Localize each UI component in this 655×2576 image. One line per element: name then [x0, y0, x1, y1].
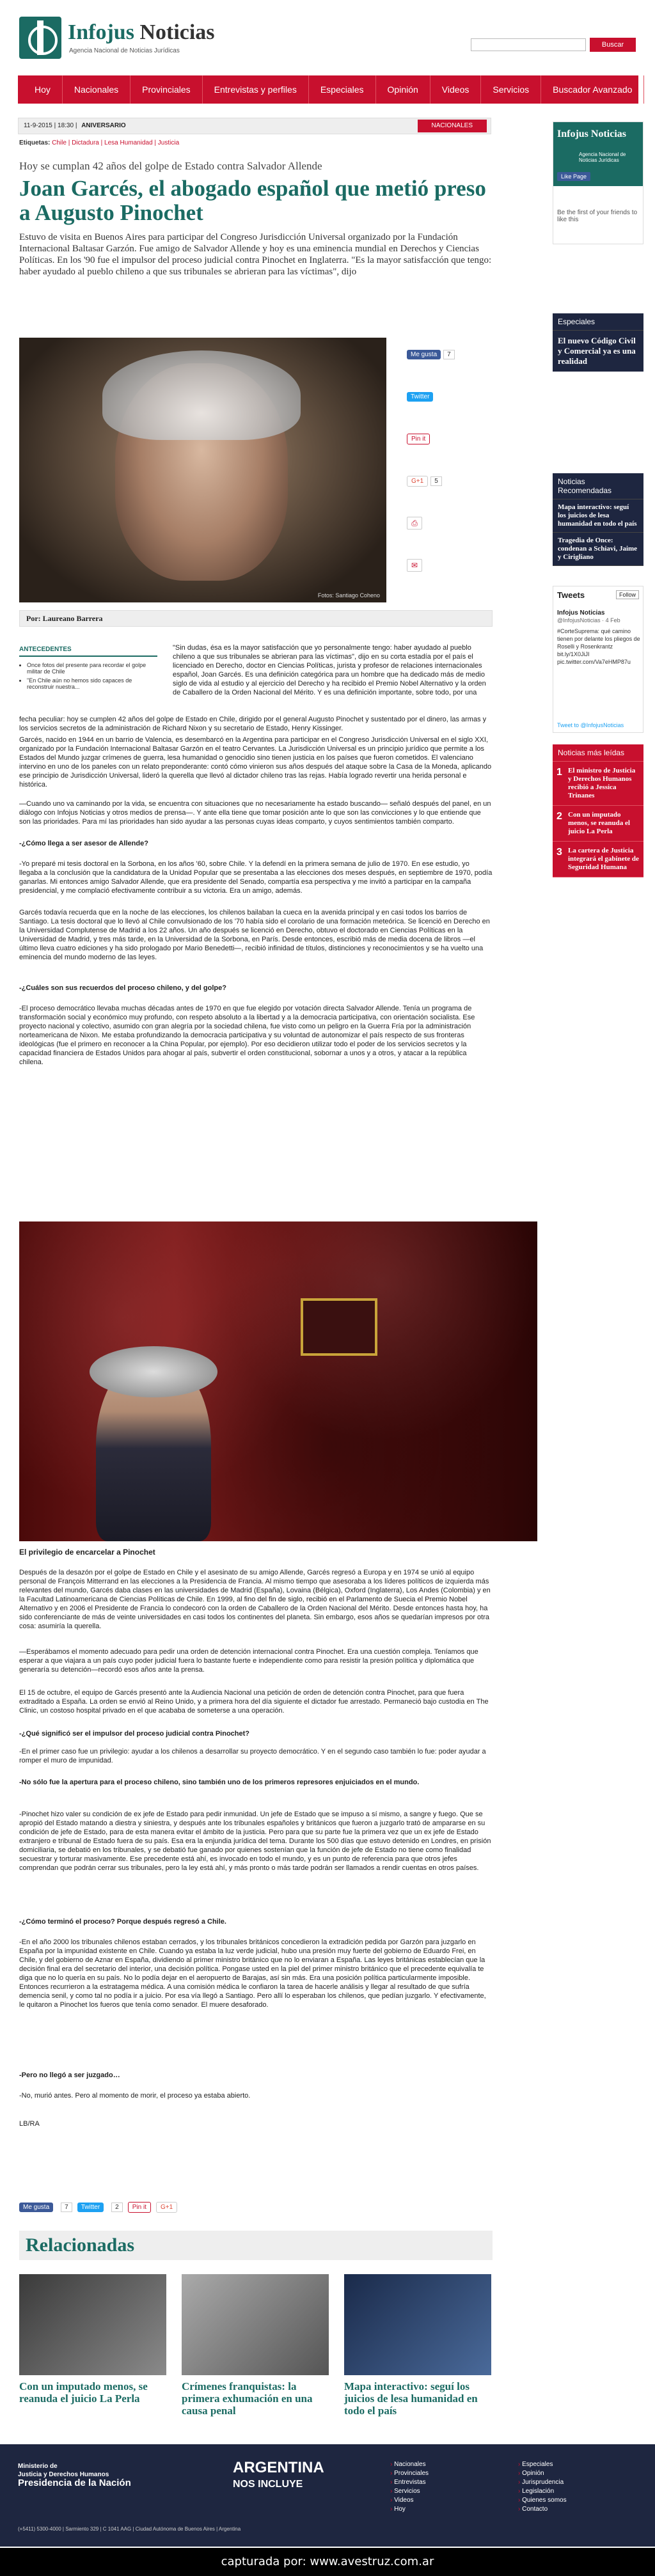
article-time: 18:30: [58, 122, 74, 129]
search-input[interactable]: [471, 38, 586, 51]
facebook-page-title[interactable]: Infojus Noticias: [557, 129, 627, 139]
article-lede: Estuvo de visita en Buenos Aires para participar del Congreso Jurisdicción Universal organizado por la Fundación Internacional Baltasar Garzón. Fue amigo de Salvador Allende y hoy es una eminencia mundial en Derechos y Ciencias Políticas. En los '90 fue el impulsor del proceso judicial contra Pinochet en Inglaterra. "Es la mayor satisfacción que tengo: haber ayudado al pueblo chileno a que sus tribunales se abrieran para las víctimas", dijo: [19, 232, 492, 277]
pinterest-button[interactable]: Pin it: [128, 2202, 151, 2213]
footer-link[interactable]: › Hoy: [390, 2506, 505, 2513]
especiales-title: Especiales: [553, 313, 643, 331]
antecedentes-item[interactable]: • "En Chile aún no hemos sido capaces de reconstruir nuestra...: [27, 677, 157, 690]
header: [0, 0, 655, 70]
google-plus-count: 5: [430, 476, 442, 486]
nav-buscador[interactable]: Buscador Avanzado: [541, 75, 644, 104]
nav-hoy[interactable]: Hoy: [23, 75, 63, 104]
article-paragraph: —Esperábamos el momento adecuado para pedir una orden de detención internacional contra Pinochet. Era una cuestión compleja. Teníamos que esperar a que viajara a un país cuyo poder judicial fuera lo bastante fuerte e independiente como para resistir la presión política y diplomática que generaría su detención—recordó esos años ante la prensa.: [19, 1648, 478, 1674]
date-bar: 11-9-2015 | 18:30 | ANIVERSARIO NACIONALES: [18, 118, 491, 134]
mas-leidas-item[interactable]: [553, 806, 643, 842]
facebook-like-button[interactable]: Me gusta: [19, 2203, 53, 2212]
especiales-box: [553, 313, 643, 372]
ministry-line2: Justicia y Derechos Humanos: [18, 2471, 109, 2478]
recomendada-item[interactable]: Tragedia de Once: condenan a Schiavi, Jaime y Cirigliano: [553, 533, 643, 566]
article-signature: LB/RA: [19, 2120, 40, 2128]
article-paragraph: Garcés todavía recuerda que en la noche de las elecciones, los chilenos bailaban la cueca en la avenida principal y en casi todos los barrios de Santiago. La tesis doctoral que lo llevó al Chile convulsionado de los '70 había sido el corolario de una formación meteórica. Se licenció en Derecho en la Universidad Complutense de Madrid a los 22 años. Un año después se licenció en Derecho, obtuvo el doctorado en Ciencias Políticas en la Universidad de Madrid, y tres más tarde, en la Universidad de la Sorbona, en París. Desde entonces, escribió más de media docena de libros —el último lleva cuatro ediciones y ha sido prologado por Mario Benedetti—, recibió infinidad de títulos, distinciones y reconocimientos y se ha vuelto una eminencia del mundo moderno de las leyes.: [19, 909, 490, 961]
tweet-to-link[interactable]: Tweet to @InfojusNoticias: [557, 722, 624, 728]
tags-list[interactable]: Chile | Dictadura | Lesa Humanidad | Justicia: [52, 139, 180, 146]
mas-leidas-number: 2: [556, 811, 562, 822]
tweet-user[interactable]: Infojus Noticias: [557, 609, 605, 617]
recomendada-item[interactable]: Mapa interactivo: seguí los juicios de lesa humanidad en todo el país: [553, 499, 643, 533]
article-kicker: Hoy se cumplan 42 años del golpe de Estado contra Salvador Allende: [19, 160, 322, 172]
article-paragraph: Después de la desazón por el golpe de Estado en Chile y el asesinato de su amigo Allende, Garcés regresó a Europa y en 1974 se unió al equipo personal de François Mitterrand en las elecciones a la Presidencia de Francia. Al mismo tiempo que asesoraba a los líderes políticos de izquierda más relevantes del mundo, Garcés daba clases en las universidades de Madrid (España), Lovaina (Bélgica), Oxford (Inglaterra), Los Andes (Colombia) y en la Facultad Latinoamericana de Ciencias Políticas de Chile. En 1999, al fino del fin de siglo, recibió en el Parlamento de Suecia el Premio Nobel Alternativo y en 2006 el Presidente de Francia lo condecoró con la orden de Caballero de la Orden Nacional del Mérito. Desde entonces hasta hoy, ha sido conferenciante de más de veinte universidades en casi todos los continentes del planeta. Sin embargo, esos años se quedarían impresos por otra cosa: asumiría la querella.: [19, 1569, 491, 1630]
related-image[interactable]: [344, 2274, 491, 2375]
mas-leidas-box: [553, 744, 643, 877]
interview-question: -¿Cómo terminó el proceso? Porque después regresó a Chile.: [19, 1918, 226, 1926]
pinterest-button[interactable]: Pin it: [407, 434, 430, 444]
mas-leidas-text[interactable]: La cartera de Justicia integrará el gabinete de Seguridad Humana: [568, 847, 639, 871]
interview-question: -¿Cuáles son sus recuerdos del proceso chileno, y del golpe?: [19, 984, 226, 992]
tweet-handle[interactable]: @InfojusNoticias: [557, 617, 601, 624]
facebook-like-button[interactable]: Me gusta: [407, 350, 441, 359]
footer-link[interactable]: › Contacto: [518, 2506, 633, 2513]
mas-leidas-number: 3: [556, 847, 562, 858]
ministry-line3: Presidencia de la Nación: [18, 2478, 131, 2488]
mas-leidas-item[interactable]: [553, 842, 643, 877]
recomendadas-title: Noticias Recomendadas: [553, 473, 643, 499]
twitter-share-button[interactable]: Twitter: [77, 2203, 104, 2212]
article-paragraph: fecha peculiar: hoy se cumplen 42 años del golpe de Estado en Chile, dirigido por el general Augusto Pinochet y sustentado por el dinero, las armas y los servicios secretos de la administración de Richard Nixon y su secretario de Estado, Henry Kissinger.: [19, 716, 487, 732]
argentina-logo: [233, 2460, 324, 2493]
argentina-line1: ARGENTINA: [233, 2459, 324, 2476]
photo-person-hair: [90, 1346, 217, 1397]
related-item[interactable]: [182, 2274, 329, 2417]
main-nav: [18, 75, 638, 104]
footer-link[interactable]: › Opinión: [518, 2470, 633, 2477]
logo-subtitle: Agencia Nacional de Noticias Jurídicas: [69, 47, 180, 54]
tweet-time: 4 Feb: [605, 617, 620, 624]
footer-address: (+5411) 5300-4000 | Sarmiento 329 | C 1041 AAG | Ciudad Autónoma de Buenos Aires | Argentina: [18, 2526, 241, 2532]
related-item[interactable]: [19, 2274, 166, 2417]
search-button[interactable]: Buscar: [590, 38, 636, 52]
interview-question: -No sólo fue la apertura para el proceso chileno, sino también uno de los primeros represores enjuiciados en el mundo.: [19, 1779, 420, 1786]
mas-leidas-text[interactable]: Con un imputado menos, se reanuda el juicio La Perla: [568, 811, 630, 835]
footer-link[interactable]: › Entrevistas: [390, 2479, 505, 2486]
interview-answer: -No, murió antes. Pero al momento de morir, el proceso ya estaba abierto.: [19, 2092, 251, 2100]
footer-link[interactable]: › Jurisprudencia: [518, 2479, 633, 2486]
interview-question: -Pero no llegó a ser juzgado…: [19, 2071, 120, 2079]
facebook-like-text: Be the first of your friends to like this: [557, 209, 638, 223]
interview-answer: -El proceso democrático llevaba muchas décadas antes de 1970 en que fue elegido por votación directa Salvador Allende. Tenía un programa de transformación social y económico muy profundo, con respeto absoluto a la libertad y a la democracia participativa, con orientación socialista. Ese proyecto nacional y colectivo, asumido con gran alegría por la sociedad chilena, fue visto como un peligro en la Guerra Fría por la administración norteamericana de Nixon. Me estaba profundizando la democracia participativa y su voluntad de autonomizar el país respecto de sus fronteras ideológicas (fue el primero en reconocer a la China Popular, por ejemplo). Por eso decidieron utilizar todo el poder de los servicios secretos y la capacidad financiera de Estados Unidos para ahogar al país, subvertir el orden constitucional, sobornar a unos y a otros, y atacar a la república chilena.: [19, 1005, 475, 1066]
email-icon[interactable]: ✉: [407, 559, 422, 572]
related-list: [19, 2274, 493, 2417]
interview-answer: -Yo preparé mi tesis doctoral en la Sorbona, en los años '60, sobre Chile. Y la defendí en la primera semana de julio de 1970. En ese estudio, yo llegaba a la conclusión que la candidatura de la Unidad Popular que se presentaba a las elecciones dos meses después, en septiembre de 1970, podía ganarlas. Mi entonces amigo Salvador Allende, que era presidente del Senado, compartía esa perspectiva y me invitó a participar en la campaña presidencial, y me complació efectivamente contribuir a su victoria. Era un amigo, además.: [19, 860, 493, 895]
twitter-count: 2: [111, 2203, 123, 2212]
google-plus-button[interactable]: G+1: [407, 476, 428, 487]
nav-especiales[interactable]: Especiales: [309, 75, 376, 104]
hero-photo: [19, 338, 386, 602]
article-subhead: El privilegio de encarcelar a Pinochet: [19, 1548, 155, 1557]
logo-title-main: Infojus: [68, 20, 140, 44]
logo-title-bold: Noticias: [139, 20, 215, 44]
article-paragraph: El 15 de octubre, el equipo de Garcés presentó ante la Audiencia Nacional una petición de orden de detención contra Pinochet, para que fuera extraditado a España. La orden se envió al Reino Unido, y a primera hora del día siguiente el dictador fue arrestado. Permaneció bajo custodia en The Clinic, un costoso hospital privado en el que acababa de someterse a una operación.: [19, 1689, 489, 1715]
twitter-follow-button[interactable]: Follow: [616, 590, 639, 599]
related-title-link[interactable]: Con un imputado menos, se reanuda el juicio La Perla: [19, 2380, 148, 2405]
facebook-count: 7: [61, 2203, 72, 2212]
footer-link[interactable]: › Quienes somos: [518, 2497, 633, 2504]
footer: [0, 2444, 655, 2547]
facebook-count: 7: [443, 350, 455, 359]
article-headline: Joan Garcés, el abogado español que metió preso a Augusto Pinochet: [19, 176, 486, 225]
nav-opinion[interactable]: Opinión: [376, 75, 430, 104]
article-paragraph: "Sin dudas, ésa es la mayor satisfacción que yo personalmente tengo: haber ayudado al pueblo chileno a que sus tribunales se abrieran para las víctimas", dijo en su corta estadía por el país el licenciado en Derecho, doctor en Ciencias Políticas, jurista y profesor de relaciones internacionales español, Joan Garcés. Es una definición categórica para un hombre que ha dedicado más de medio siglo de vida al estudio y al ejercicio del Derecho y ha recibido el Premio Nobel Alternativo y la orden de Caballero de la Orden Nacional del Mérito. Y es una definición importante, sobre todo, por una: [173, 644, 486, 696]
nav-provinciales[interactable]: Provinciales: [130, 75, 202, 104]
site-logo[interactable]: [19, 17, 275, 61]
footer-link[interactable]: › Provinciales: [390, 2470, 505, 2477]
twitter-share-button[interactable]: Twitter: [407, 392, 433, 402]
facebook-cover[interactable]: [553, 122, 643, 186]
related-title-link[interactable]: Crímenes franquistas: la primera exhumación en una causa penal: [182, 2380, 313, 2417]
argentina-line2: NOS INCLUYE: [233, 2479, 303, 2490]
nav-nacionales[interactable]: Nacionales: [63, 75, 130, 104]
second-photo: [19, 1221, 537, 1541]
capture-watermark: capturada por: www.avestruz.com.ar: [0, 2548, 655, 2576]
twitter-widget: Tweets Follow Infojus Noticias @InfojusNoticias · 4 Feb #CorteSuprema: qué camino tienen por delante los pliegos de Roselli y Rosenkrantz bit.ly/1X0JiJI pic.twitter.com/Va7eHMP87u Tweet to @InfojusNoticias: [553, 586, 643, 733]
article-section: ANIVERSARIO: [81, 122, 126, 129]
photo-frame: [301, 1298, 377, 1356]
ministry-line1: Ministerio de: [18, 2463, 58, 2470]
footer-link[interactable]: › Servicios: [390, 2488, 505, 2495]
interview-answer: -Pinochet hizo valer su condición de ex jefe de Estado para pedir inmunidad. Un jefe de Estado que se impuso a sí mismo, a sangre y fuego. Que se apropió del Estado matando a diestra y siniestra, y después ante los tribunales españoles y británicos que fueron a juzgarlo trató de ampararse en su condición de jefe de Estado, para de esta manera evitar el ámbito de la justicia. Pero para que su parte fue la primera vez que un ex jefe de Estado extranjero e tribunal de Estado fuera de su país. Esa era la enjundia jurídica del tema. Durante los 500 días que estuvo detenido en Londres, en prisión domiciliaria, se debatió en los tribunales, y se debatió fue ganado por quienes sostenían que la función de jefe de Estado no tiene como finalidad secuestrar y torturar masivamente. Ese precedente está ahí, es invocado en todo el mundo, y es un punto de referencia para que otros jefes comprendan que podrán cerrar sus tribunales, pero la ley está ahí, y más pronto o más tarde podrán ser llamados a rendir cuentas en otros países.: [19, 1810, 491, 1872]
interview-question: -¿Cómo llega a ser asesor de Allende?: [19, 840, 148, 847]
especiales-feature[interactable]: El nuevo Código Civil y Comercial ya es una realidad: [558, 336, 636, 366]
antecedentes-box: [19, 646, 157, 693]
logo-icon: [19, 17, 61, 59]
related-image[interactable]: [19, 2274, 166, 2375]
related-title: Relacionadas: [19, 2231, 493, 2260]
footer-link[interactable]: › Videos: [390, 2497, 505, 2504]
hero-photo-hair: [102, 350, 301, 440]
google-plus-button[interactable]: G+1: [156, 2202, 177, 2213]
footer-links: [390, 2461, 633, 2513]
article-paragraph: —Cuando uno va caminando por la vida, se encuentra con situaciones que no necesariamente ha estado buscando— señaló después del panel, en un diálogo con Infojus Noticias y otros medios de prensa—. Y ante ella tiene que tomar posición ante lo que son las convicciones y lo que entiende que son las prioridades. Para mí las prioridades han sido ayudar a las personas cuyas ideas comparto, y cuyos sentimientos también comparto.: [19, 800, 491, 826]
recomendadas-box: [553, 473, 643, 566]
related-item[interactable]: [344, 2274, 491, 2417]
interview-answer: -En el año 2000 los tribunales chilenos estaban cerrados, y los tribunales británicos concedieron la extradición pedida por Garzón para juzgarlo en España por la impunidad existente en Chile. Cuando ya estaba la luz verde judicial, hubo una presión muy fuerte del gobierno de Eduardo Frei, en Chile, y del gobierno de Aznar en España, dividiendo al primer ministro británico que no lo enviaran a España. Las leyes británicas establecían que la decisión final era del secretario del interior, una decisión política. Pongase usted en la piel del primer ministro británico que el precedente equivalía te diga que no lo quería en su país. No lo podía dejar en el aeropuerto de Barajas, así sin más. Era una posición política particularmente imposible. Entonces recurrieron a la estratagema médica. A una comisión médica le confiaron la tarea de hacerle análisis y llegar al resultado de que sufría demencia senil, y como tal no podía ir a juicio. Por esa vía llegó a Santiago. Pero allí lo esperaban los chilenos, que pedían juzgarlo. Y efectivamente, le quitaron a Pinochet los fueros que tenía como senador. El muere desaforado.: [19, 1938, 486, 2009]
tweet-body: #CorteSuprema: qué camino tienen por delante los pliegos de Roselli y Rosenkrantz bit.ly/1X0JiJI pic.twitter.com/Va7eHMP87u: [557, 628, 640, 665]
article-date: 11-9-2015: [24, 122, 52, 129]
related-title-link[interactable]: Mapa interactivo: seguí los juicios de lesa humanidad en todo el país: [344, 2380, 478, 2417]
antecedentes-item[interactable]: • Once fotos del presente para recordar el golpe militar de Chile: [27, 662, 157, 675]
related-image[interactable]: [182, 2274, 329, 2375]
article-paragraph: Garcés, nacido en 1944 en un barrio de Valencia, es desembarcó en la Argentina para participar en el Congreso Jurisdicción Universal en el siglo XXI, organizado por la Fundación Internacional Baltasar Garzón en el teatro Cervantes. La Jurisdicción Universal es un principio jurídico que permite a los Estados del Mundo juzgar crímenes de guerra, lesa humanidad o genocidio sino tienen justicia en los países que fueron cometidos. El valenciano intervino en uno de los paneles con un relato preponderante: contó cómo vinieron sus años después del ataque sobre la Casa de la Moneda, aplicando ese principio de Jurisdicción Universal, lideró la querella que llevó al dictador chileno tras las rejas. Había logrado revertir una herida personal e histórica.: [19, 736, 492, 789]
ministry-logo[interactable]: [18, 2462, 131, 2487]
section-badge[interactable]: NACIONALES: [418, 120, 487, 132]
facebook-like-page-button[interactable]: Like Page: [557, 172, 590, 181]
mas-leidas-text[interactable]: El ministro de Justicia y Derechos Humanos recibió a Jessica Trinanes: [568, 767, 636, 799]
interview-question: -¿Qué significó ser el impulsor del proceso judicial contra Pinochet?: [19, 1730, 250, 1738]
photo-credit: Fotos: Santiago Coheno: [317, 592, 380, 599]
tags: [19, 139, 493, 146]
tweets-title: Tweets: [557, 590, 585, 600]
footer-link[interactable]: › Nacionales: [390, 2461, 505, 2468]
share-column: [407, 348, 484, 601]
mas-leidas-item[interactable]: [553, 762, 643, 806]
bottom-share-bar: [19, 2200, 493, 2214]
footer-link[interactable]: › Especiales: [518, 2461, 633, 2468]
nav-entrevistas[interactable]: Entrevistas y perfiles: [203, 75, 309, 104]
tags-label: Etiquetas:: [19, 139, 51, 146]
facebook-page-subtitle: Agencia Nacional de Noticias Jurídicas: [579, 152, 626, 163]
mas-leidas-title: Noticias más leídas: [553, 744, 643, 762]
author-byline: Por: Laureano Barrera: [19, 610, 493, 627]
antecedentes-title: ANTECEDENTES: [19, 646, 157, 657]
nav-servicios[interactable]: Servicios: [481, 75, 541, 104]
mas-leidas-number: 1: [556, 767, 562, 778]
print-icon[interactable]: ⎙: [407, 517, 422, 530]
interview-answer: -En el primer caso fue un privilegio: ayudar a los chilenos a desarrollar su proyecto democrático. Y en el segundo caso también lo fue: poder ayudar a romper el muro de impunidad.: [19, 1748, 486, 1764]
footer-link[interactable]: › Legislación: [518, 2488, 633, 2495]
facebook-widget: [553, 122, 643, 244]
nav-videos[interactable]: Videos: [430, 75, 482, 104]
